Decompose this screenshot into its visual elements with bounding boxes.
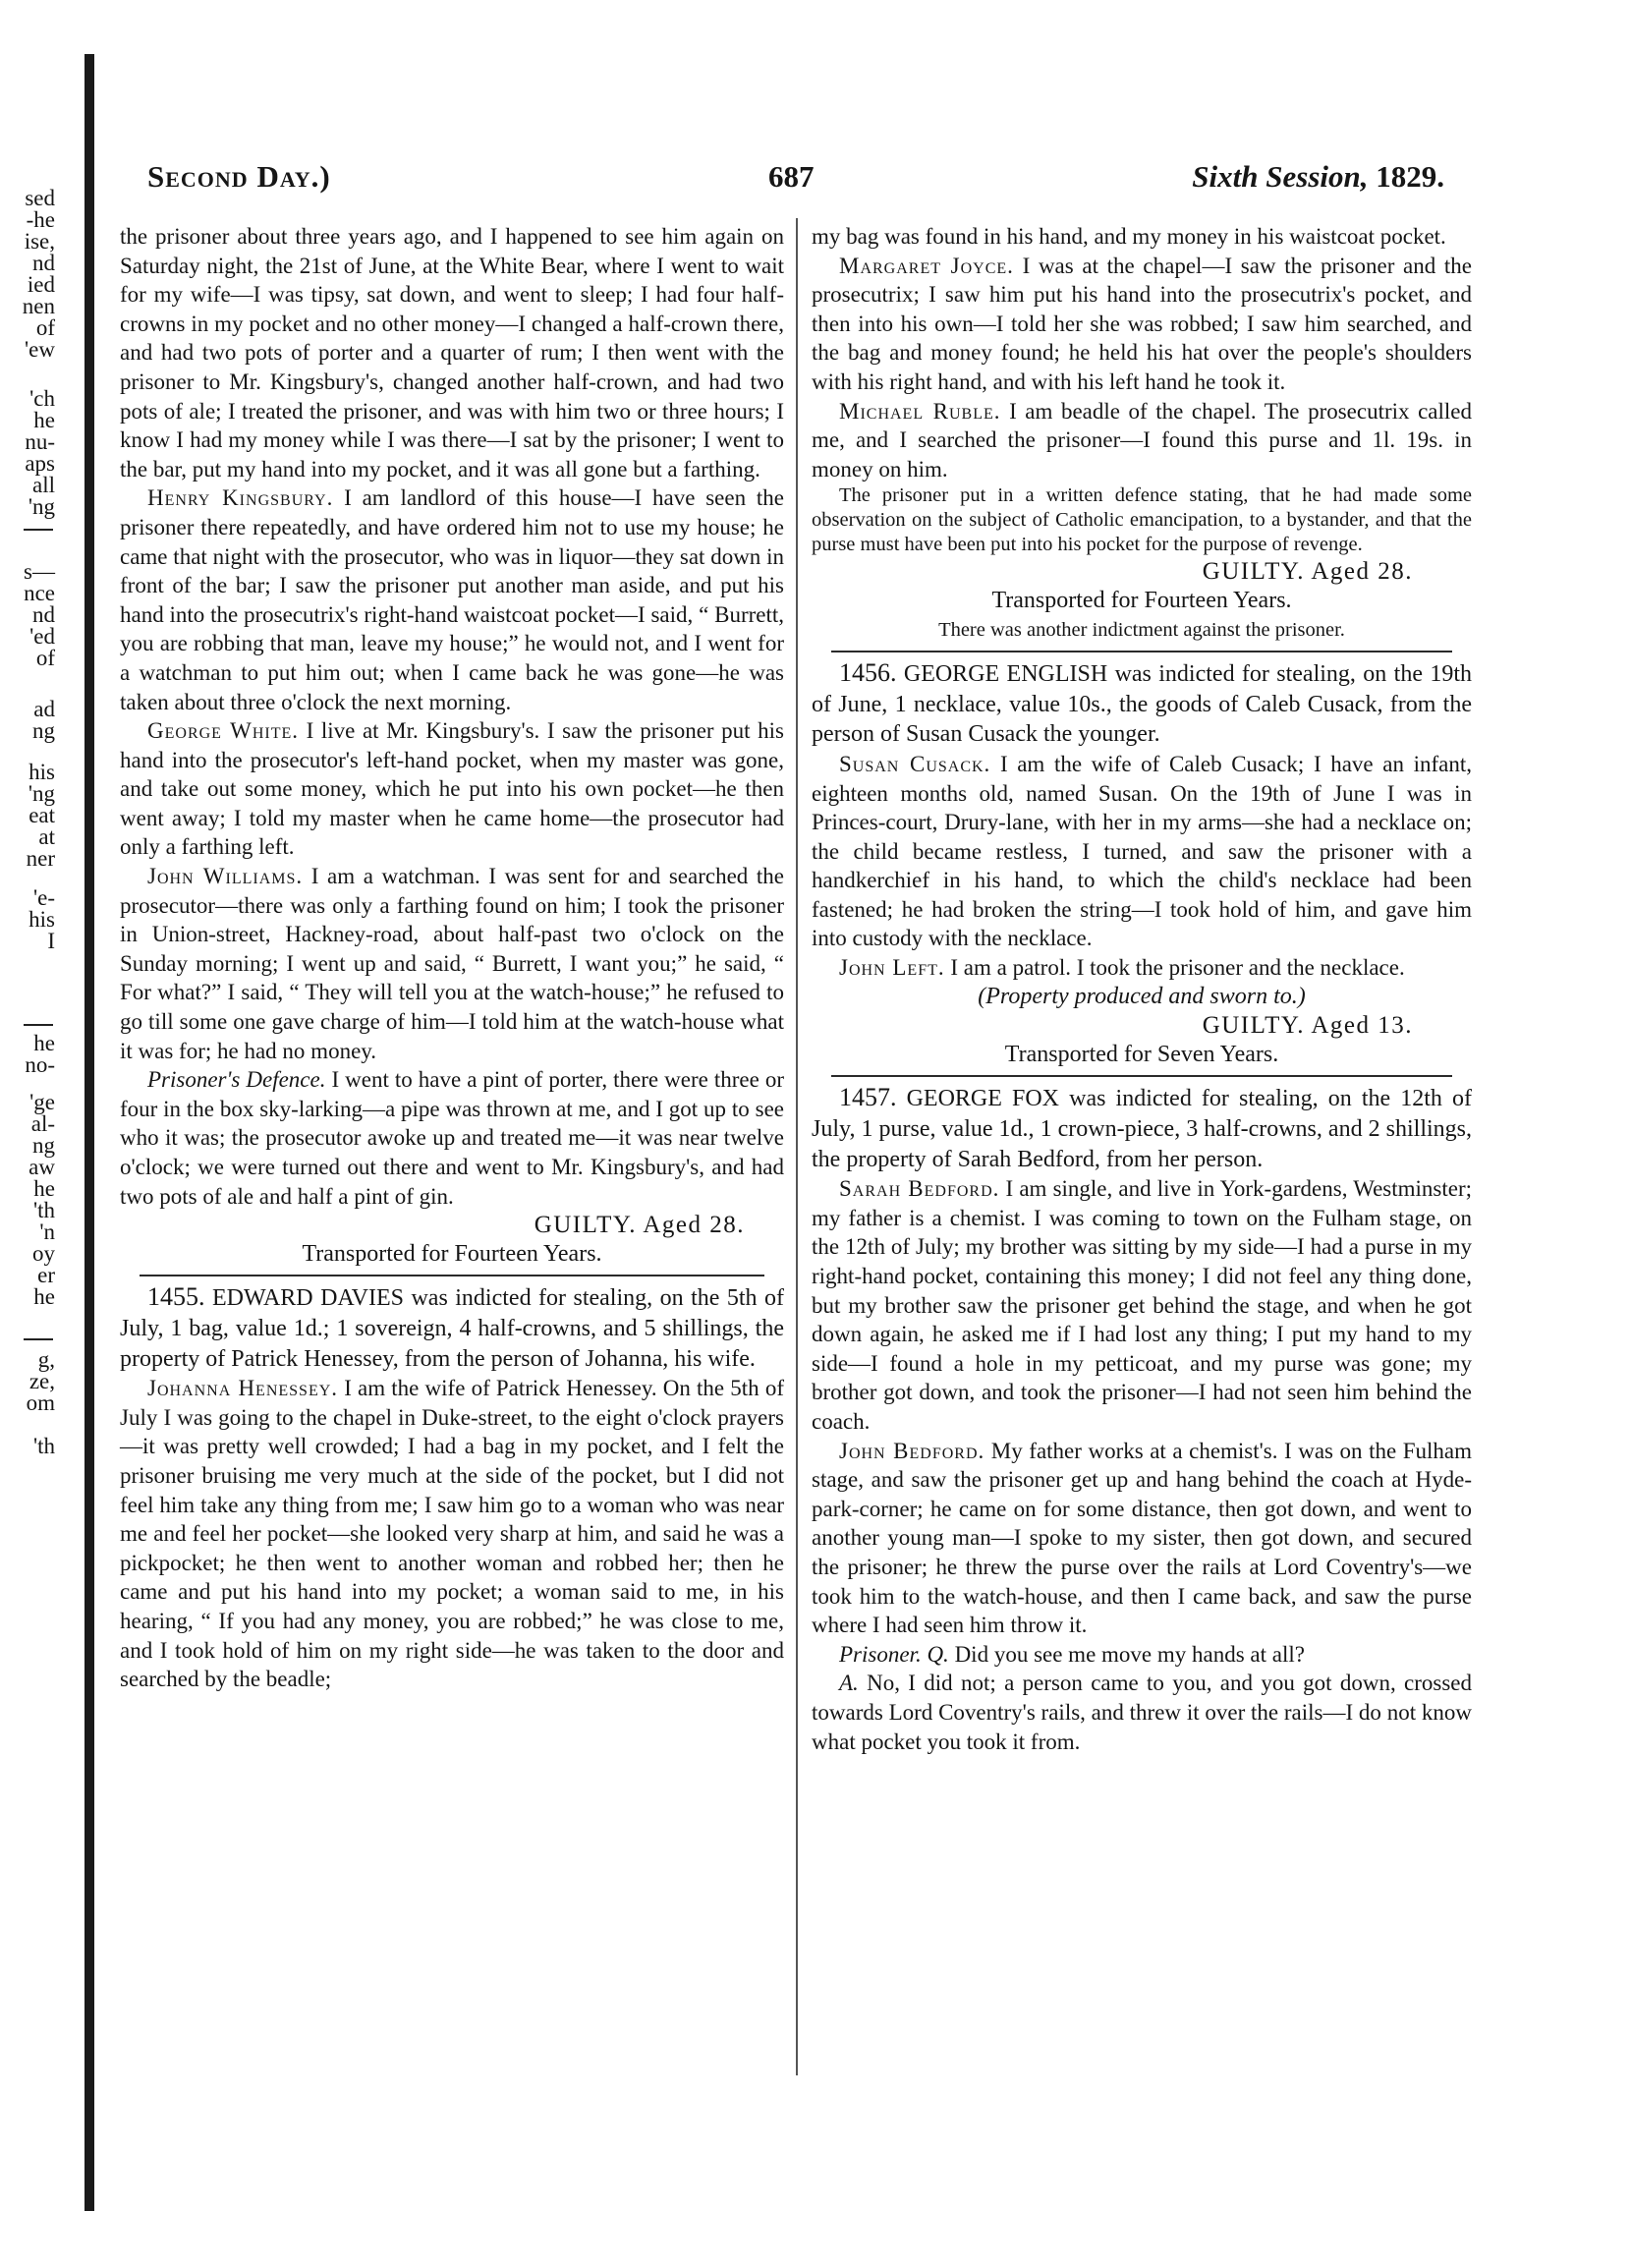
gutter-fragment: g, (37, 1347, 55, 1372)
prisoner-statement (120, 1065, 784, 1211)
left-column (120, 222, 784, 1694)
gutter-fragment: 'ch (29, 386, 55, 411)
witness-name: John Williams. (147, 864, 304, 889)
header-session (1192, 159, 1444, 195)
indictment-text: GEORGE ENGLISH was indicted for stealing, on the 19th of June, 1 necklace, value 10s., the goods of Caleb Cusack, from the person of Susan Cusack the younger. (812, 661, 1472, 748)
gutter-fragment: he (33, 408, 55, 432)
statement-text: Did you see me move my hands at all? (948, 1641, 1305, 1667)
gutter-fragment: 'ed (29, 624, 55, 649)
sentence: Transported for Fourteen Years. (302, 1240, 602, 1267)
verdict: GUILTY. Aged 28. (534, 1212, 745, 1239)
verdict: GUILTY. Aged 13. (1202, 1012, 1413, 1040)
gutter-fragment: ad (33, 697, 55, 721)
witness-name: George White. (147, 718, 300, 744)
gutter-fragment: aps (25, 451, 55, 476)
witness-name: Michael Ruble. (839, 398, 1001, 424)
running-header (147, 159, 1444, 204)
gutter-fragment: ze, (28, 1369, 55, 1393)
statement-text: I went to have a pint of porter, there were three or four in the box sky-larking—a pipe was thrown at me, and I got up to see who it was; the prosecutor awoke up and treated me—it was near twelve o'clock; we were turned out there and went to Mr. Kingsbury's, and had two pots of ale and half a pint of gin. (120, 1067, 784, 1209)
testimony-paragraph (120, 1374, 784, 1694)
gutter-fragment: he (33, 1284, 55, 1309)
testimony-text: I am a patrol. I took the prisoner and the necklace. (944, 955, 1405, 981)
case-indictment (812, 1083, 1472, 1174)
statement-label: A. (839, 1671, 859, 1696)
testimony-text: my bag was found in his hand, and my money in his waistcoat pocket. (812, 224, 1446, 249)
gutter-fragment: at (38, 824, 55, 849)
gutter-fragment: -he (26, 207, 55, 232)
testimony-text: I am beadle of the chapel. The prosecutrix called me, and I searched the prisoner—I found this purse and 1l. 19s. in money on him. (812, 398, 1472, 482)
binding-edge-rule (84, 54, 94, 2211)
gutter-fragment: 'ge (29, 1090, 55, 1114)
testimony-text: I was at the chapel—I saw the prisoner and the prosecutrix; I saw him put his hand into the prosecutrix's pocket, and then into his own—I told her she was robbed; I saw him searched, and the bag and money found; he held his hat over the people's shoulders with his right hand, and with his left hand he took it. (812, 253, 1472, 394)
header-day: Second Day.) (147, 159, 331, 194)
gutter-dash (24, 1338, 53, 1340)
gutter-fragment: s— (24, 559, 55, 584)
gutter-fragment: nce (24, 581, 55, 605)
header-year: 1829. (1376, 159, 1444, 194)
gutter-fragment: 'ew (25, 337, 55, 362)
testimony-paragraph (812, 1174, 1472, 1436)
indictment-text: EDWARD DAVIES was indicted for stealing, on the 5th of July, 1 bag, value 1d.; 1 sovereign, 4 half-crowns, and 5 shillings, the property of Patrick Henessey, from the person of Johanna, his wife. (120, 1285, 784, 1372)
witness-name: John Left. (839, 955, 945, 981)
case-number: 1456. (839, 658, 897, 688)
gutter-fragment: he (33, 1031, 55, 1055)
indictment-text: GEORGE FOX was indicted for stealing, on the 12th of July, 1 purse, value 1d., 1 crown-piece, 3 half-crowns, and 2 shillings, the property of Sarah Bedford, from her person. (812, 1086, 1472, 1172)
gutter-fragment: of (35, 315, 55, 340)
gutter-fragment: sed (25, 186, 55, 210)
testimony-text: I am a watchman. I was sent for and searched the prosecutor—there was only a farthing found on him; I took the prisoner in Union-street, Hackney-road, about half-past two o'clock on the Sunday morning; I went up and said, “ Burrett, I want you;” he said, “ For what?” I said, “ They will tell you at the watch-house;” he refused to go till some one gave charge of him—I told him at the watch-house what it was for; he had no money. (120, 864, 784, 1063)
prisoner-statement (812, 1669, 1472, 1756)
continued-paragraph (812, 222, 1472, 252)
witness-name: John Bedford. (839, 1438, 985, 1463)
case-indictment (120, 1282, 784, 1374)
gutter-fragment: al- (30, 1111, 55, 1136)
testimony-text: My father works at a chemist's. I was on the Fulham stage, and saw the prisoner get up and hang behind the coach at Hyde-park-corner; he came on for some distance, then got down, and went to another young man—I spoke to my sister, then got down, and secured the prisoner; he threw the purse over the rails at Lord Coventry's—we took him to the watch-house, and then I came back, and saw the purse where I had seen him throw it. (812, 1438, 1473, 1638)
testimony-paragraph (120, 716, 784, 862)
sentence: Transported for Seven Years. (1004, 1041, 1279, 1067)
verdict: GUILTY. Aged 28. (1202, 558, 1413, 586)
right-column (812, 222, 1472, 1756)
case-indictment (812, 658, 1472, 750)
statement-label: Prisoner's Defence. (147, 1067, 326, 1093)
witness-name: Henry Kingsbury. (147, 485, 334, 511)
case-separator (140, 1275, 764, 1276)
gutter-fragment: oy (32, 1241, 55, 1266)
witness-name: Johanna Henessey. (147, 1376, 339, 1401)
header-session-label: Sixth Session, (1192, 159, 1369, 194)
page-number: 687 (768, 159, 815, 194)
gutter-fragment: om (26, 1390, 55, 1415)
gutter-fragment: ner (26, 846, 55, 871)
gutter-fragment: nd (32, 602, 55, 627)
statement-label: Prisoner. Q. (839, 1641, 949, 1667)
gutter-fragment: nu- (25, 429, 55, 454)
witness-name: Susan Cusack. (839, 751, 991, 776)
gutter-dash (24, 529, 53, 531)
column-divider (796, 218, 798, 2075)
testimony-text: I am the wife of Caleb Cusack; I have an infant, eighteen months old, named Susan. On the 19th of June I was in Princes-court, Drury-lane, with her in my arms—she had a necklace on; the child became restless, I turned, and saw the prisoner with a handkerchief in his hand, to which the child's necklace had been fastened; he had broken the string—I took hold of him, and gave him into custody with the necklace. (812, 751, 1472, 951)
gutter-fragment: 'th (32, 1198, 55, 1222)
gutter-fragment: ng (32, 718, 55, 743)
gutter-fragment: of (35, 646, 55, 670)
case-separator (831, 1075, 1452, 1077)
case-number: 1457. (839, 1083, 897, 1112)
gutter-fragment: 'ng (28, 494, 55, 519)
gutter-fragment: ise, (24, 229, 55, 254)
gutter-fragment: all (32, 473, 55, 497)
testimony-paragraph (120, 483, 784, 716)
gutter-fragment: I (47, 929, 55, 953)
continued-paragraph (120, 222, 784, 483)
gutter-fragment: ng (32, 1133, 55, 1158)
testimony-text: I am single, and live in York-gardens, Westminster; my father is a chemist. I was coming to town on the Fulham stage, on the 12th of July; my brother was sitting by my side—I had a purse in my right-hand pocket, containing this money; I did not feel any thing done, but my brother saw the prisoner get behind the stage, and when he got down again, he asked me if I had lost any thing; I put my hand to my side—I found a hole in my petticoat, and my purse was gone; my brother got down, and took the prisoner—I had not seen him behind the coach. (812, 1176, 1472, 1434)
gutter-fragment: he (33, 1176, 55, 1201)
case-separator (831, 651, 1452, 652)
gutter-fragment: eat (28, 803, 55, 827)
testimony-text: I live at Mr. Kingsbury's. I saw the prisoner put his hand into the prosecutor's left-hand pocket, when my master was gone, and take out some money, which he put into his own pocket—he then went away; I told my master when he came home—the prosecutor had only a farthing left. (120, 718, 784, 860)
testimony-text: I am landlord of this house—I have seen the prisoner there repeatedly, and have ordered him not to use my house; he came that night with the prosecutor, who was in liquor—they sat down in front of the bar; I saw the prisoner put another man aside, and put his hand into the prosecutrix's right-hand waistcoat pocket—I said, “ Burrett, you are robbing that man, leave my house;” he would not, and I went for a watchman to put him out; when I came back he was gone—he was taken about three o'clock the next morning. (120, 485, 784, 714)
testimony-paragraph (812, 1437, 1472, 1640)
case-number: 1455. (147, 1282, 205, 1312)
gutter-fragment: er (37, 1263, 55, 1287)
testimony-paragraph (812, 953, 1472, 983)
gutter-fragment: his (28, 907, 55, 932)
testimony-paragraph (812, 252, 1472, 397)
gutter-fragment: nen (22, 294, 55, 318)
gutter-fragment: 'e- (32, 885, 55, 910)
statement-text: No, I did not; a person came to you, and you got down, crossed towards Lord Coventry's rails, and threw it over the rails—I do not know what pocket you took it from. (812, 1671, 1472, 1754)
indictment-note: There was another indictment against the prisoner. (938, 618, 1345, 641)
prisoner-statement (812, 1640, 1472, 1670)
gutter-fragment: 'n (39, 1219, 55, 1244)
gutter-fragment: 'ng (28, 781, 55, 806)
sentence: Transported for Fourteen Years. (991, 587, 1292, 613)
gutter-fragment: 'th (32, 1434, 55, 1458)
testimony-text: the prisoner about three years ago, and I happened to see him again on Saturday night, the 21st of June, at the White Bear, where I went to wait for my wife—I was tipsy, sat down, and went to sleep; I had four half-crowns in my pocket and no other money—I changed a half-crown there, and had two pots of porter and a quarter of rum; I then went with the prisoner to Mr. Kingsbury's, changed another half-crown, and had two pots of ale; I treated the prisoner, and was with him two or three hours; I know I had my money while I was there—I sat by the prisoner; I went to the bar, put my hand into my pocket, and it was all gone but a farthing. (120, 224, 784, 482)
gutter-fragment: aw (28, 1155, 55, 1179)
property-note: (Property produced and sworn to.) (978, 983, 1306, 1009)
testimony-text: I am the wife of Patrick Henessey. On the 5th of July I was going to the chapel in Duke-street, to the eight o'clock prayers—it was pretty well crowded; I had a bag in my pocket, and I felt the prisoner bruising me very much at the side of the pocket, but I did not feel him take any thing from me; I saw him go to a woman who was near me and feel her pocket—she looked very sharp at him, and said he was a pickpocket; he then went to another woman and robbed her; then he came and put his hand into my pocket; a woman said to me, in his hearing, “ If you had any money, you are robbed;” he was close to me, and I took hold of him on my right side—he was taken to the door and searched by the beadle; (120, 1376, 784, 1692)
gutter-dash (24, 1024, 53, 1026)
written-defence-note: The prisoner put in a written defence stating, that he had made some observation on the subject of Catholic emancipation, to a bystander, and that the purse must have been put into his pocket for the purpose of revenge. (812, 484, 1472, 556)
gutter-fragment: no- (25, 1052, 55, 1077)
testimony-paragraph (812, 750, 1472, 953)
witness-name: Sarah Bedford. (839, 1176, 1000, 1202)
testimony-paragraph (120, 862, 784, 1065)
facing-page-gutter-fragments (0, 187, 61, 2054)
gutter-fragment: his (28, 760, 55, 784)
gutter-fragment: nd (32, 251, 55, 275)
testimony-paragraph (812, 397, 1472, 484)
gutter-fragment: ied (27, 272, 55, 297)
witness-name: Margaret Joyce. (839, 253, 1014, 278)
